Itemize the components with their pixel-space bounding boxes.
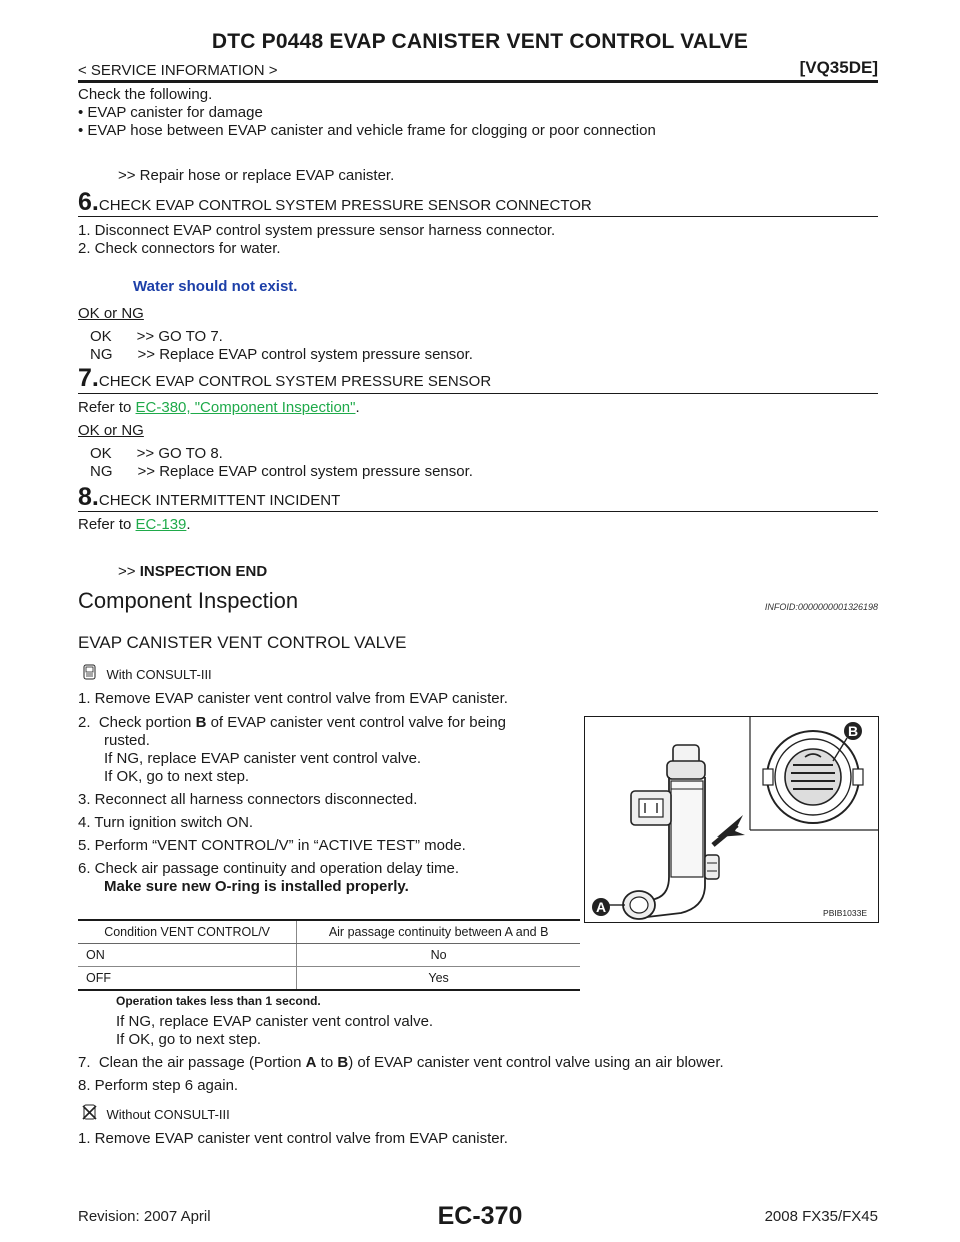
table-cell: ON	[78, 944, 297, 967]
figure-code: PBIB1033E	[823, 908, 867, 918]
o-ring-note: Make sure new O-ring is installed properly.	[104, 878, 409, 895]
continuity-table	[78, 919, 580, 991]
portion-b: B	[337, 1054, 349, 1071]
check-item: • EVAP hose between EVAP canister and vehicle frame for clogging or poor connection	[78, 122, 656, 139]
result-prefix: >>	[118, 563, 140, 580]
with-consult-label: With CONSULT-III	[106, 667, 212, 682]
procedure-step: 1. Remove EVAP canister vent control valve from EVAP canister.	[78, 690, 508, 707]
step-text: ) of EVAP canister vent control valve using an air blower.	[348, 1054, 724, 1071]
step-rule	[78, 511, 878, 512]
step-6-heading	[78, 188, 592, 217]
step-text: rusted.	[104, 732, 150, 749]
check-following: Check the following.	[78, 86, 213, 103]
step-8-heading	[78, 483, 340, 512]
step-number: 6.	[78, 188, 99, 216]
header-rule	[78, 80, 878, 83]
page-number: EC-370	[437, 1202, 523, 1230]
refer-prefix: Refer to	[78, 399, 136, 416]
ec-380-link[interactable]: EC-380, "Component Inspection"	[135, 399, 356, 416]
ok-result: OK >> GO TO 8.	[90, 445, 223, 462]
engine-model: [VQ35DE]	[799, 58, 878, 77]
refer-line	[78, 516, 191, 534]
vehicle-model: 2008 FX35/FX45	[764, 1208, 878, 1225]
step-rule	[78, 216, 878, 217]
without-consult-line	[82, 1104, 230, 1125]
step-text: If OK, go to next step.	[104, 768, 250, 785]
section-label: < SERVICE INFORMATION >	[78, 62, 278, 79]
procedure-step: 5. Perform “VENT CONTROL/V” in “ACTIVE TEST” mode.	[78, 837, 466, 854]
step-number: 8.	[78, 483, 99, 511]
step-title: CHECK INTERMITTENT INCIDENT	[98, 492, 341, 509]
table-cell: No	[297, 944, 580, 967]
procedure-step: 3. Reconnect all harness connectors disconnected.	[78, 791, 418, 808]
procedure-step: 8. Perform step 6 again.	[78, 1077, 239, 1094]
valve-illustration	[584, 716, 879, 923]
operation-time-note: Operation takes less than 1 second.	[116, 994, 321, 1008]
ng-result: NG >> Replace EVAP control system pressure sensor.	[90, 346, 473, 363]
table-row	[78, 944, 580, 967]
with-consult-line	[82, 664, 212, 685]
portion-a: A	[305, 1054, 317, 1071]
revision-date: Revision: 2007 April	[78, 1208, 211, 1225]
refer-suffix: .	[186, 516, 191, 533]
valve-drawing	[585, 717, 878, 922]
procedure-step: 6. Check air passage continuity and operation delay time.	[78, 860, 460, 877]
without-consult-label: Without CONSULT-III	[106, 1107, 230, 1122]
table-header: Condition VENT CONTROL/V	[78, 920, 297, 944]
table-header-row	[78, 920, 580, 944]
step-text: 7. Clean the air passage (Portion	[78, 1054, 306, 1071]
portion-b: B	[195, 714, 207, 731]
check-item: • EVAP canister for damage	[78, 104, 263, 121]
step-7-heading	[78, 364, 491, 393]
ok-result: OK >> GO TO 7.	[90, 328, 223, 345]
spec-text: Water should not exist.	[133, 278, 298, 295]
procedure-step: 4. Turn ignition switch ON.	[78, 814, 254, 831]
table-row	[78, 967, 580, 991]
step-rule	[78, 393, 878, 394]
component-inspection-heading: Component Inspection	[78, 588, 299, 613]
step-text: to	[316, 1054, 338, 1071]
step-item: 2. Check connectors for water.	[78, 240, 281, 257]
ok-ng-label: OK or NG	[78, 422, 144, 439]
refer-line	[78, 399, 360, 417]
inspection-end	[118, 563, 267, 581]
step-text: If NG, replace EVAP canister vent control valve.	[104, 750, 422, 767]
procedure-step	[78, 714, 506, 732]
step-title: CHECK EVAP CONTROL SYSTEM PRESSURE SENSOR CONNECTOR	[98, 197, 592, 214]
ok-ng-label: OK or NG	[78, 305, 144, 322]
valve-subheading: EVAP CANISTER VENT CONTROL VALVE	[78, 633, 407, 652]
ec-139-link[interactable]: EC-139	[135, 516, 187, 533]
table-header: Air passage continuity between A and B	[297, 920, 580, 944]
step-item: 1. Disconnect EVAP control system pressure sensor harness connector.	[78, 222, 556, 239]
ng-result: NG >> Replace EVAP control system pressure sensor.	[90, 463, 473, 480]
info-id: INFOID:0000000001326198	[764, 602, 878, 612]
table-cell: OFF	[78, 967, 297, 991]
step-text: 2. Check portion	[78, 714, 196, 731]
consult-icon	[82, 664, 98, 685]
step-text: If OK, go to next step.	[116, 1031, 262, 1048]
step-text: of EVAP canister vent control valve for being	[206, 714, 507, 731]
no-consult-icon	[82, 1104, 98, 1125]
step-title: CHECK EVAP CONTROL SYSTEM PRESSURE SENSOR	[98, 373, 492, 390]
refer-suffix: .	[355, 399, 360, 416]
procedure-step	[78, 1054, 724, 1072]
repair-result: >> Repair hose or replace EVAP canister.	[118, 167, 395, 184]
page-title: DTC P0448 EVAP CANISTER VENT CONTROL VALVE	[211, 30, 749, 53]
label-b: B	[847, 723, 859, 739]
label-a: A	[595, 899, 607, 915]
refer-prefix: Refer to	[78, 516, 136, 533]
procedure-step: 1. Remove EVAP canister vent control valve from EVAP canister.	[78, 1130, 508, 1147]
result-bold: INSPECTION END	[139, 563, 268, 580]
table-cell: Yes	[297, 967, 580, 991]
step-number: 7.	[78, 364, 99, 392]
step-text: If NG, replace EVAP canister vent control valve.	[116, 1013, 434, 1030]
